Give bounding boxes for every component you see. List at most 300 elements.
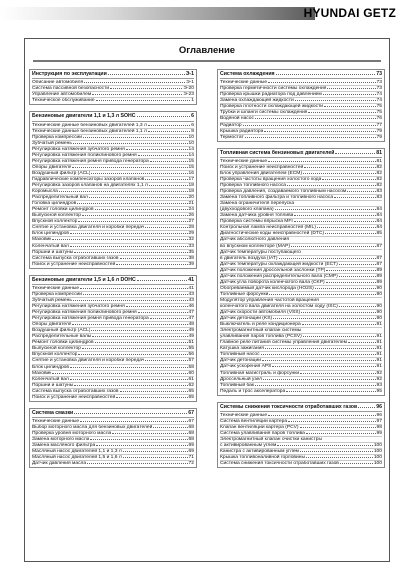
- entry-title: Система снижения токсичности отработавших газов: [220, 461, 339, 467]
- brand-title: HYUNDAI GETZ: [303, 6, 396, 20]
- entry-title: Блок цилиндров: [32, 231, 69, 237]
- entry-page-number: 75: [376, 104, 382, 110]
- leader-dots: [255, 118, 376, 119]
- entry-page-number: 87: [376, 261, 382, 267]
- leader-dots: [303, 173, 376, 174]
- toc-section: [29, 111, 197, 268]
- leader-dots: [347, 191, 375, 192]
- entry-title: Снятие и установка двигателя и коробки передач: [32, 358, 145, 364]
- entry-title: Технические данные: [32, 285, 80, 291]
- entry-page-number: 91: [376, 340, 382, 346]
- leader-dots: [340, 463, 373, 464]
- leader-dots: [279, 258, 376, 259]
- leader-dots: [306, 457, 373, 458]
- entry-page-number: 43: [188, 291, 194, 297]
- entry-title: Проверка герметичности системы охлаждения: [220, 86, 327, 92]
- leader-dots: [123, 457, 188, 458]
- entry-page-number: 84: [376, 213, 382, 219]
- leader-dots: [148, 125, 190, 126]
- leader-dots: [304, 167, 375, 168]
- leader-dots: [59, 191, 188, 192]
- entry-title: Крышка топливоналивной горловины: [220, 455, 305, 461]
- entry-title: Техническое обслуживание: [32, 98, 95, 104]
- leader-dots: [145, 179, 187, 180]
- leader-dots: [294, 215, 375, 216]
- entry-title: Масляный насос двигателей 1,5 и 1,6 л: [32, 455, 122, 461]
- leader-dots: [263, 379, 376, 380]
- toc-section: [29, 275, 197, 402]
- entry-title: Выключатель и реле кондиционера: [220, 322, 301, 328]
- toc-entry[interactable]: [32, 395, 194, 400]
- leader-dots: [92, 94, 182, 95]
- entry-title: Датчик детонации: [220, 358, 261, 364]
- entry-page-number: 75: [376, 110, 382, 116]
- entry-title: Ремонт головки цилиндров: [32, 340, 94, 346]
- entry-page-number: 82: [376, 164, 382, 170]
- leader-dots: [92, 336, 187, 337]
- entry-title: Регулировка натяжения ремня привода генератора: [32, 316, 149, 322]
- leader-dots: [268, 161, 375, 162]
- entry-title: Катушка зажигания: [220, 346, 264, 352]
- section-page-number: 73: [376, 71, 382, 77]
- leader-dots: [317, 227, 376, 228]
- leader-dots: [300, 451, 373, 452]
- leader-dots: [149, 185, 188, 186]
- leader-dots: [306, 433, 376, 434]
- entry-page-number: 87: [376, 255, 382, 261]
- entry-title: Коленчатый вал: [32, 243, 69, 249]
- leader-dots: [273, 318, 375, 319]
- toc-entry[interactable]: [220, 389, 382, 394]
- entry-title: Поиск и устранение неисправностей: [32, 394, 116, 400]
- leader-dots: [70, 367, 188, 368]
- entry-title: Технические данные: [32, 419, 80, 425]
- entry-title: Зубчатый ремень: [32, 298, 72, 304]
- entry-title: Регулировка натяжения зубчатого ремня: [32, 304, 125, 310]
- section-page-number: 67: [188, 409, 194, 416]
- entry-page-number: 14: [188, 146, 194, 152]
- banner-gradient-bar: [0, 7, 315, 20]
- entry-title: Технические данные: [220, 158, 268, 164]
- leader-dots: [52, 239, 187, 240]
- section-page-number: 96: [376, 403, 382, 410]
- entry-page-number: 74: [376, 92, 382, 98]
- entry-page-number: 48: [188, 322, 194, 328]
- leader-dots: [339, 264, 376, 265]
- leader-dots: [291, 246, 376, 247]
- leader-dots: [150, 161, 188, 162]
- entry-page-number: 6: [191, 122, 194, 128]
- entry-title: Система пассивной безопасности: [32, 86, 110, 92]
- entry-page-number: 100: [373, 443, 382, 449]
- entry-page-number: 90: [376, 291, 382, 297]
- entry-page-number: 10: [188, 140, 194, 146]
- entry-page-number: 83: [376, 195, 382, 201]
- entry-page-number: 10: [188, 134, 194, 140]
- top-banner: [0, 0, 406, 28]
- entry-title: Педаль и трос акселератора: [220, 388, 286, 394]
- entry-title: Электромагнитный клапан очистки канистры: [220, 437, 322, 443]
- section-page-number: 6: [191, 113, 194, 120]
- leader-dots: [323, 94, 376, 95]
- entry-title: Датчик положения дроссельной заслонки (TP): [220, 267, 326, 273]
- leader-dots: [268, 415, 375, 416]
- leader-dots: [83, 137, 188, 138]
- leader-dots: [52, 373, 187, 374]
- toc-entry[interactable]: [32, 461, 194, 466]
- entry-page-number: 51: [188, 340, 194, 346]
- contents-frame: [24, 38, 390, 562]
- leader-dots: [300, 373, 375, 374]
- leader-dots: [72, 167, 187, 168]
- entry-title: Головка цилиндров: [32, 201, 77, 207]
- toc-section-heading[interactable]: [220, 71, 382, 79]
- leader-dots: [261, 354, 376, 355]
- leader-dots: [123, 451, 188, 452]
- leader-dots: [286, 391, 375, 392]
- entry-page-number: 100: [373, 449, 382, 455]
- entry-title: Дроссельный узел: [220, 376, 262, 382]
- leader-dots: [74, 385, 187, 386]
- section-title: Системы снижения токсичности отработавших газов: [220, 403, 358, 410]
- entry-title: Проверка частоты вращения холостого хода: [220, 177, 322, 183]
- entry-page-number: 62: [188, 382, 194, 388]
- leader-dots: [138, 312, 188, 313]
- entry-page-number: 83: [376, 189, 382, 195]
- leader-dots: [74, 252, 187, 253]
- entry-page-number: 91: [376, 358, 382, 364]
- toc-section-heading[interactable]: [32, 277, 194, 285]
- leader-dots: [327, 88, 375, 89]
- entry-title: Коромысла: [32, 189, 58, 195]
- leader-dots: [96, 100, 191, 101]
- section-page-number: 41: [188, 276, 194, 283]
- leader-dots: [116, 264, 187, 265]
- entry-page-number: 72: [188, 461, 194, 467]
- section-title: Инструкция по эксплуатации: [32, 71, 107, 77]
- entry-title: Опоры двигателя: [32, 322, 72, 328]
- leader-dots: [80, 288, 187, 289]
- entry-title: Крышка радиатора: [220, 128, 264, 134]
- entry-page-number: 91: [376, 346, 382, 352]
- entry-page-number: 65: [188, 388, 194, 394]
- entry-page-number: 61: [188, 376, 194, 382]
- toc-section: [217, 69, 385, 142]
- entry-page-number: 27: [188, 219, 194, 225]
- entry-page-number: 91: [376, 334, 382, 340]
- entry-page-number: 32: [188, 237, 194, 243]
- leader-dots: [335, 153, 375, 154]
- toc-section-heading[interactable]: [32, 71, 194, 79]
- entry-page-number: 90: [376, 310, 382, 316]
- entry-title: Регулировка натяжения поликлинового ремня: [32, 152, 137, 158]
- leader-dots: [72, 324, 187, 325]
- entry-title: Воздушный фильтр (ACL): [32, 328, 91, 334]
- entry-page-number: 85: [376, 231, 382, 237]
- entry-page-number: 18: [188, 183, 194, 189]
- entry-page-number: 92: [376, 376, 382, 382]
- entry-title: Водяной насос: [220, 116, 254, 122]
- entry-page-number: 73: [376, 86, 382, 92]
- entry-title: Канистра с активированным углем: [220, 449, 299, 455]
- entry-page-number: 68: [188, 437, 194, 443]
- entry-title: в двигатель воздуха (IAT): [220, 255, 278, 261]
- entry-page-number: 60: [188, 370, 194, 376]
- leader-dots: [322, 179, 375, 180]
- leader-dots: [325, 233, 376, 234]
- entry-page-number: 26: [188, 213, 194, 219]
- section-title: Топливная система бензиновых двигателей: [220, 149, 335, 156]
- entry-page-number: 57: [188, 358, 194, 364]
- leader-dots: [70, 233, 188, 234]
- entry-title: Маховик: [32, 237, 52, 243]
- toc-section-heading[interactable]: [220, 150, 382, 158]
- entry-title: с активированным углем: [220, 443, 277, 449]
- entry-title: Блок цилиндров: [32, 364, 69, 370]
- entry-title: Диагностические коды неисправностей (DTC): [220, 231, 325, 237]
- leader-dots: [126, 149, 188, 150]
- entry-title: Датчик скорости автомобиля (VSS): [220, 310, 301, 316]
- leader-dots: [116, 397, 187, 398]
- entry-page-number: 91: [376, 352, 382, 358]
- entry-title: Замена ограничителя перепуска: [220, 201, 295, 207]
- entry-title: Коленчатый вал: [32, 376, 69, 382]
- entry-title: Датчик детонации (KS): [220, 316, 273, 322]
- leader-dots: [70, 246, 188, 247]
- entry-page-number: 18: [188, 189, 194, 195]
- toc-section-heading[interactable]: [32, 113, 194, 121]
- entry-page-number: 89: [376, 273, 382, 279]
- entry-title: Поршни и шатуны: [32, 249, 74, 255]
- leader-dots: [255, 385, 376, 386]
- entry-page-number: 68: [188, 431, 194, 437]
- leader-dots: [74, 413, 187, 414]
- leader-dots: [91, 330, 187, 331]
- entry-page-number: 1: [191, 98, 194, 104]
- entry-page-number: 49: [188, 328, 194, 334]
- entry-title: Распределительные валы: [32, 334, 92, 340]
- toc-entry[interactable]: [32, 262, 194, 267]
- leader-dots: [145, 360, 187, 361]
- leader-dots: [95, 342, 188, 343]
- entry-page-number: 69: [188, 449, 194, 455]
- leader-dots: [148, 131, 190, 132]
- entry-page-number: 47: [188, 316, 194, 322]
- entry-page-number: Э-1: [186, 80, 194, 86]
- entry-page-number: 79: [376, 134, 382, 140]
- entry-title: Маховик: [32, 370, 52, 376]
- leader-dots: [137, 116, 191, 117]
- entry-title: Топливный насос: [220, 352, 260, 358]
- entry-page-number: 35: [188, 249, 194, 255]
- entry-title: Технические данные бензиновых двигателей 1,1 л: [32, 128, 147, 134]
- leader-dots: [150, 318, 188, 319]
- leader-dots: [245, 137, 376, 138]
- leader-dots: [90, 439, 187, 440]
- entry-title: Впускной коллектор: [32, 219, 78, 225]
- entry-title: Проверка компрессии: [32, 134, 82, 140]
- entry-title: Радиатор: [220, 122, 242, 128]
- leader-dots: [145, 227, 187, 228]
- entry-page-number: 74: [376, 98, 382, 104]
- toc-section-heading[interactable]: [220, 404, 382, 412]
- entry-title: Термостат: [220, 134, 244, 140]
- entry-page-number: 68: [188, 425, 194, 431]
- entry-page-number: 33: [188, 243, 194, 249]
- entry-title: Регулировка зазоров клапанов на двигателях 1,1 л: [32, 183, 148, 189]
- entry-page-number: 81: [376, 158, 382, 164]
- leader-dots: [82, 215, 188, 216]
- entry-page-number: 8: [191, 128, 194, 134]
- leader-dots: [301, 312, 375, 313]
- entry-page-number: 56: [188, 352, 194, 358]
- entry-title: Датчик температуры охлаждающей жидкости (ECT): [220, 261, 338, 267]
- section-title: Бензиновые двигатели 1,1 и 1,3 л SOHC: [32, 113, 136, 120]
- entry-page-number: 46: [188, 304, 194, 310]
- toc-section: [29, 408, 197, 469]
- entry-title: Гидравлические компенсаторы зазоров клапанов: [32, 177, 145, 183]
- entry-title: Датчик абсолютного давления: [220, 237, 290, 243]
- right-column: [217, 69, 385, 474]
- leader-dots: [288, 421, 376, 422]
- entry-title: Электромагнитный клапан системы: [220, 328, 302, 334]
- leader-dots: [73, 143, 188, 144]
- entry-page-number: 99: [376, 431, 382, 437]
- entry-page-number: 67: [188, 419, 194, 425]
- leader-dots: [339, 306, 376, 307]
- leader-dots: [95, 209, 188, 210]
- entry-title: Клапан вентиляции картера (PCV): [220, 425, 299, 430]
- entry-page-number: 97: [376, 418, 382, 424]
- entry-title: Выпускной коллектор: [32, 213, 81, 219]
- leader-dots: [96, 445, 187, 446]
- leader-dots: [70, 379, 188, 380]
- entry-title: Замена топливного фильтра и топливного насоса: [220, 195, 334, 201]
- entry-title: Регулировка натяжения зубчатого ремня: [32, 146, 125, 152]
- entry-page-number: 100: [373, 461, 382, 467]
- entry-title: Выбор моторного масла для бензиновых двигателей: [32, 425, 153, 431]
- entry-page-number: 96: [376, 412, 382, 418]
- toc-section: [217, 402, 385, 469]
- entry-page-number: 47: [188, 310, 194, 316]
- leader-dots: [153, 427, 187, 428]
- toc-section: [217, 148, 385, 396]
- leader-dots: [82, 348, 188, 349]
- entry-title: Проверка плотности охлаждающей жидкости: [220, 104, 324, 110]
- entry-page-number: 21: [188, 201, 194, 207]
- entry-page-number: 24: [188, 207, 194, 213]
- leader-dots: [268, 82, 375, 83]
- section-title: Система охлаждения: [220, 71, 275, 77]
- entry-page-number: 29: [188, 231, 194, 237]
- entry-title: Масляный насос двигателей 1,1 и 1,3 л: [32, 449, 122, 455]
- entry-title: Поршни и шатуны: [32, 382, 74, 388]
- entry-title: Датчик давления масла: [32, 461, 87, 467]
- toc-section: [29, 69, 197, 105]
- section-title: Система смазки: [32, 409, 74, 416]
- leader-dots: [77, 203, 187, 204]
- entry-page-number: 39: [188, 261, 194, 267]
- entry-page-number: 87: [376, 243, 382, 249]
- entry-title: Описание автомобиля: [32, 80, 84, 86]
- entry-page-number: 49: [188, 334, 194, 340]
- section-title: Бензиновые двигатели 1,5 и 1,6 л DOHC: [32, 276, 136, 283]
- entry-page-number: 15: [188, 158, 194, 164]
- leader-dots: [324, 106, 376, 107]
- entry-page-number: 41: [188, 285, 194, 291]
- entry-title: во впускном коллекторе (MAP): [220, 243, 290, 249]
- leader-dots: [264, 131, 375, 132]
- entry-title: Поиск и устранение неисправностей: [220, 164, 304, 170]
- leader-dots: [91, 173, 187, 174]
- entry-title: Проверка уровня моторного масла: [32, 431, 112, 437]
- leader-dots: [87, 463, 187, 464]
- leader-dots: [89, 197, 188, 198]
- entry-page-number: 55: [188, 346, 194, 352]
- entry-page-number: 95: [376, 388, 382, 394]
- section-page-number: 81: [376, 149, 382, 156]
- leader-dots: [339, 276, 376, 277]
- leader-dots: [138, 155, 188, 156]
- entry-page-number: 15: [188, 164, 194, 170]
- toc-entry[interactable]: [32, 98, 194, 103]
- entry-title: Датчик температуры поступающего: [220, 249, 301, 255]
- entry-title: Впускной коллектор: [32, 352, 78, 358]
- entry-title: Проверка компрессии: [32, 291, 82, 297]
- leader-dots: [294, 221, 376, 222]
- entry-title: Топливная магистраль и форсунки: [220, 370, 300, 376]
- entry-title: Воздушный фильтр (ACL): [32, 170, 91, 176]
- leader-dots: [265, 348, 376, 349]
- entry-title: Система вентиляции картера: [220, 418, 288, 424]
- entry-page-number: 17: [188, 177, 194, 183]
- entry-page-number: 16: [188, 170, 194, 176]
- leader-dots: [300, 427, 376, 428]
- entry-page-number: 38: [188, 255, 194, 261]
- entry-page-number: 89: [376, 279, 382, 285]
- toc-entry[interactable]: [220, 461, 382, 466]
- entry-title: Снятие и установка двигателя и коробки передач: [32, 225, 145, 231]
- entry-page-number: 28: [188, 225, 194, 231]
- entry-title: Регулировка натяжения ремня привода генератора: [32, 158, 149, 164]
- leader-dots: [73, 300, 188, 301]
- entry-page-number: 43: [188, 298, 194, 304]
- leader-dots: [78, 221, 187, 222]
- entry-title: Поиск и устранение неисправностей: [32, 261, 116, 267]
- entry-title: Выпускной коллектор: [32, 346, 81, 352]
- entry-title: Замена масляного фильтра: [32, 443, 96, 449]
- entry-title: Топливный бак: [220, 382, 255, 388]
- toc-entry[interactable]: [220, 135, 382, 140]
- entry-title: Технические данные: [220, 80, 268, 86]
- leader-dots: [358, 407, 375, 408]
- entry-title: Замена моторного масла: [32, 437, 90, 443]
- leader-dots: [120, 391, 188, 392]
- entry-page-number: 84: [376, 219, 382, 225]
- leader-dots: [295, 100, 376, 101]
- entry-title: Система улавливания паров топлива: [220, 431, 305, 437]
- entry-page-number: 82: [376, 170, 382, 176]
- entry-title: Система выпуска отработавших газов: [32, 255, 119, 261]
- entry-page-number: 100: [373, 455, 382, 461]
- leader-dots: [334, 197, 375, 198]
- entry-page-number: 84: [376, 225, 382, 231]
- entry-page-number: 93: [376, 382, 382, 388]
- entry-title: Технические данные бензиновых двигателей 1,3 л: [32, 122, 147, 128]
- leader-dots: [126, 306, 188, 307]
- entry-page-number: 90: [376, 285, 382, 291]
- toc-section-heading[interactable]: [32, 410, 194, 418]
